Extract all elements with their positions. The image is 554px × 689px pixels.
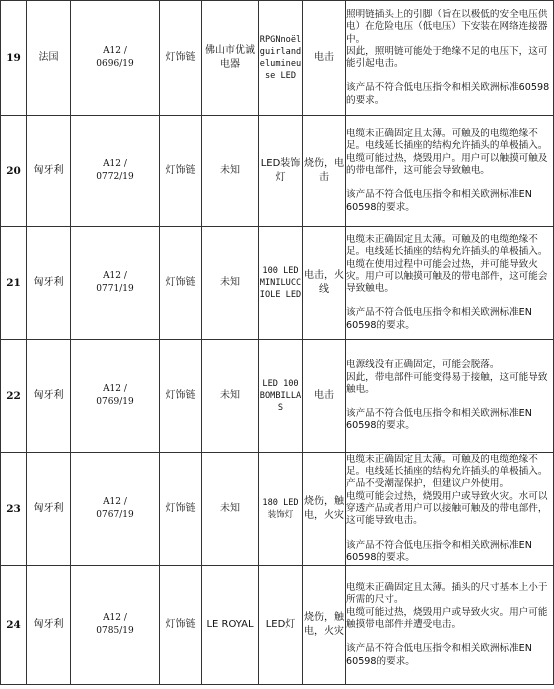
row-number: 23 xyxy=(1,453,27,566)
table-row xyxy=(1,1,554,116)
brand-cell: 佛山市优诚电器 xyxy=(202,1,259,116)
description-paragraph: 电缆可能会过热，烧毁用户或导致火灾。水可以穿透产品或者用户可以接触可触及的带电部件，这可能导致电击。 xyxy=(346,490,548,527)
risk-cell: 烧伤，电击 xyxy=(303,116,346,227)
description-paragraph: 电缆可能过热，烧毁用户。用户可以触摸可触及的带电部件，这可能会导致触电。 xyxy=(346,152,548,176)
model-cell: 100 LED MINILUCCIOLE LED xyxy=(259,227,303,340)
category-cell: 灯饰链 xyxy=(160,453,202,566)
risk-cell: 烧伤，触电，火灾 xyxy=(303,453,346,566)
brand-cell: LE ROYAL xyxy=(202,566,259,685)
category-cell: 灯饰链 xyxy=(160,227,202,340)
description-paragraph: 电源线没有正确固定，可能会脱落。 xyxy=(346,359,500,371)
brand-cell: 未知 xyxy=(202,116,259,227)
table-row xyxy=(1,116,554,227)
country-cell: 法国 xyxy=(27,1,71,116)
description-paragraph: 电缆未正确固定且太薄。插头的尺寸基本上小于所需的尺寸。 xyxy=(346,582,548,606)
description-paragraph: 电缆未正确固定且太薄。可触及的电缆绝缘不足。电线延长插座的结构允许插头的单极插入。产品不受潮湿保护，但建议户外使用。 xyxy=(346,453,548,490)
category-cell: 灯饰链 xyxy=(160,340,202,453)
row-number: 22 xyxy=(1,340,27,453)
category-cell: 灯饰链 xyxy=(160,116,202,227)
model-cell: 180 LED装饰灯 xyxy=(259,453,303,566)
risk-cell: 电击 xyxy=(303,340,346,453)
description-paragraph: 电缆未正确固定且太薄。可触及的电缆绝缘不足。电线延长插座的结构允许插头的单极插入。 xyxy=(346,233,548,258)
description-cell xyxy=(346,1,554,116)
model-cell: LED灯 xyxy=(259,566,303,685)
table-row xyxy=(1,453,554,566)
description-cell xyxy=(346,227,554,340)
description-paragraph: 该产品不符合低电压指令和相关欧洲标准EN 60598的要求。 xyxy=(346,189,532,213)
model-cell: RPGNnoëlguirlandelumineuse LED xyxy=(259,1,303,116)
reference-cell: A12 / 0785/19 xyxy=(71,566,160,685)
risk-cell: 电击 xyxy=(303,1,346,116)
description-paragraph: 电缆未正确固定且太薄。可触及的电缆绝缘不足。电线延长插座的结构允许插头的单极插入。 xyxy=(346,128,548,152)
country-cell: 匈牙利 xyxy=(27,116,71,227)
row-number: 20 xyxy=(1,116,27,227)
description-cell xyxy=(346,566,554,685)
model-cell: LED装饰灯 xyxy=(259,116,303,227)
description-paragraph: 该产品不符合低电压指令和相关欧洲标准60598的要求。 xyxy=(346,82,550,106)
description-paragraph: 该产品不符合低电压指令和相关欧洲标准EN 60598的要求。 xyxy=(346,307,532,331)
model-cell: LED 100 BOMBILLAS xyxy=(259,340,303,453)
brand-cell: 未知 xyxy=(202,453,259,566)
description-paragraph: 电缆可能过热，烧毁用户或导致火灾。用户可能触摸带电部件并遭受电击。 xyxy=(346,606,548,630)
brand-cell: 未知 xyxy=(202,340,259,453)
description-paragraph: 电缆在使用过程中可能会过热，并可能导致火灾。用户可以触摸可触及的带电部件，这可能会导致触电。 xyxy=(346,258,548,295)
description-paragraph: 因此，带电部件可能变得易于接触，这可能导致触电。 xyxy=(346,371,548,395)
country-cell: 匈牙利 xyxy=(27,227,71,340)
brand-cell: 未知 xyxy=(202,227,259,340)
reference-cell: A12 / 0767/19 xyxy=(71,453,160,566)
row-number: 19 xyxy=(1,1,27,116)
row-number: 24 xyxy=(1,566,27,685)
description-cell xyxy=(346,340,554,453)
risk-cell: 电击，火线 xyxy=(303,227,346,340)
description-paragraph: 该产品不符合低电压指令和相关欧洲标准EN 60598的要求。 xyxy=(346,408,532,432)
description-paragraph: 照明链插头上的引脚（旨在以极低的安全电压供电）在危险电压（低电压）下安装在网络连接器中。 xyxy=(346,8,548,45)
description-cell xyxy=(346,116,554,227)
table-row xyxy=(1,340,554,453)
description-paragraph: 该产品不符合低电压指令和相关欧洲标准EN 60598的要求。 xyxy=(346,643,532,667)
reference-cell: A12 / 0772/19 xyxy=(71,116,160,227)
table-row xyxy=(1,227,554,340)
table-row xyxy=(1,566,554,685)
description-paragraph: 因此，照明链可能处于绝缘不足的电压下，这可能引起电击。 xyxy=(346,45,548,70)
description-paragraph: 该产品不符合低电压指令和相关欧洲标准EN 60598的要求。 xyxy=(346,539,532,563)
row-number: 21 xyxy=(1,227,27,340)
reference-cell: A12 / 0769/19 xyxy=(71,340,160,453)
country-cell: 匈牙利 xyxy=(27,566,71,685)
category-cell: 灯饰链 xyxy=(160,566,202,685)
description-cell xyxy=(346,453,554,566)
country-cell: 匈牙利 xyxy=(27,453,71,566)
category-cell: 灯饰链 xyxy=(160,1,202,116)
reference-cell: A12 / 0696/19 xyxy=(71,1,160,116)
reference-cell: A12 / 0771/19 xyxy=(71,227,160,340)
country-cell: 匈牙利 xyxy=(27,340,71,453)
risk-cell: 烧伤，触电，火灾 xyxy=(303,566,346,685)
